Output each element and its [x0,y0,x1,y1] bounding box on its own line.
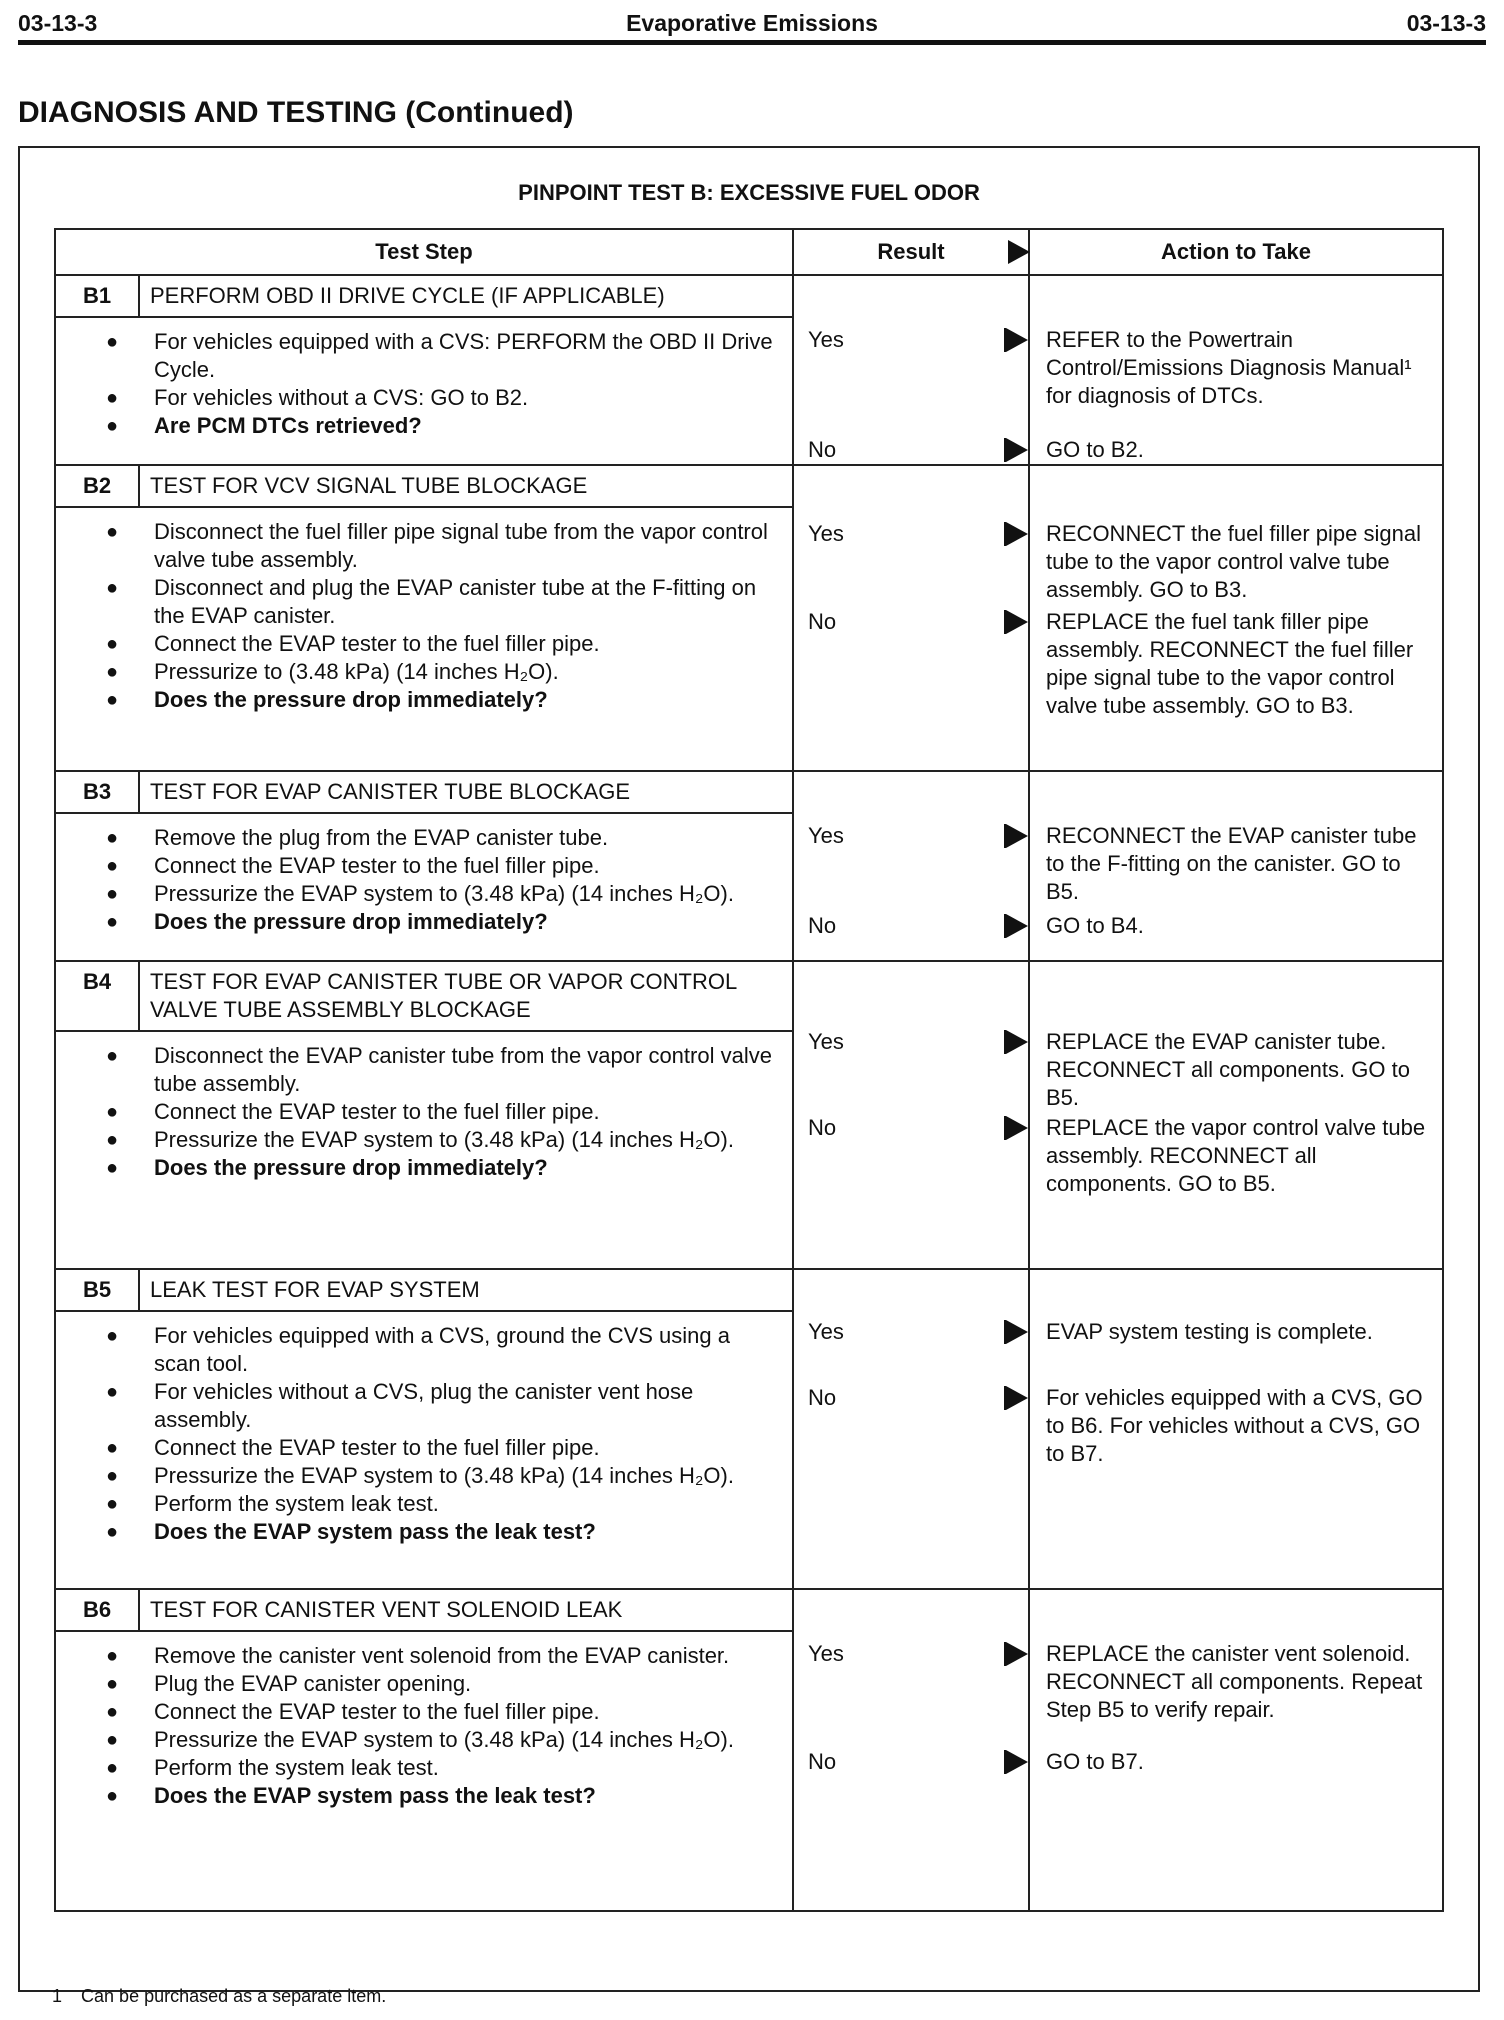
instruction-item [106,1670,782,1698]
bullet-icon: ● [106,1521,119,1543]
bullet-icon: ● [106,521,119,543]
instruction-item [106,852,782,880]
instruction-item [106,1490,782,1518]
result-cell [793,275,1029,465]
bullet-icon: ● [106,415,119,437]
step-row-b1 [55,275,1443,465]
instruction-item [106,1782,782,1810]
arrow-icon [1006,328,1028,352]
bullet-icon: ● [106,633,119,655]
instruction-item [106,1518,782,1546]
section-title: DIAGNOSIS AND TESTING (Continued) [18,96,574,129]
step-id: B4 [56,962,140,1030]
arrow-icon [1008,240,1030,264]
instruction-item [106,686,782,714]
bullet-icon: ● [106,1645,119,1667]
result-cell [793,465,1029,771]
instruction-item [106,908,782,936]
instruction-text: Disconnect and plug the EVAP canister tube at the F-fitting on the EVAP canister. [154,575,757,628]
instruction-item [106,518,782,574]
page-number-left: 03-13-3 [18,10,98,36]
step-heading [56,1270,792,1312]
instruction-text: Remove the plug from the EVAP canister tube. [154,825,609,850]
step-title: TEST FOR CANISTER VENT SOLENOID LEAK [150,1597,623,1622]
bullet-icon: ● [106,1045,119,1067]
result-yes: Yes [808,521,844,546]
table-title: PINPOINT TEST B: EXCESSIVE FUEL ODOR [518,180,980,205]
bullet-icon: ● [106,827,119,849]
instruction-text: Perform the system leak test. [154,1755,439,1780]
col-header-result [793,229,1029,275]
instruction-text: Remove the canister vent solenoid from the EVAP canister. [154,1643,730,1668]
step-title: TEST FOR VCV SIGNAL TUBE BLOCKAGE [150,473,588,498]
arrow-icon [1006,1386,1028,1410]
instruction-item [106,658,782,686]
action-cell [1029,1589,1443,1911]
instruction-item [106,1434,782,1462]
instruction-text: Pressurize to (3.48 kPa) (14 inches H₂O). [154,659,559,684]
action-cell [1029,275,1443,465]
action-no: GO to B2. [1046,437,1144,462]
instruction-text: Does the EVAP system pass the leak test? [154,1519,596,1544]
step-row-b2 [55,465,1443,771]
result-yes: Yes [808,1641,844,1666]
arrow-icon [1006,1750,1028,1774]
footnote-number: 1 [52,1986,63,2006]
header-rule [18,40,1486,45]
bullet-icon: ● [106,577,119,599]
action-yes: REPLACE the canister vent solenoid. RECONNECT all components. Repeat Step B5 to verify repair. [1046,1641,1423,1722]
instruction-item [106,328,782,384]
step-cell [55,465,793,771]
instruction-text: Does the pressure drop immediately? [154,909,548,934]
instruction-text: For vehicles equipped with a CVS, ground the CVS using a scan tool. [154,1323,730,1376]
instruction-text: Connect the EVAP tester to the fuel filler pipe. [154,631,600,656]
bullet-icon: ● [106,689,119,711]
instruction-text: Connect the EVAP tester to the fuel filler pipe. [154,1699,600,1724]
bullet-icon: ● [106,387,119,409]
result-cell [793,961,1029,1269]
bullet-icon: ● [106,1325,119,1347]
instruction-text: Disconnect the fuel filler pipe signal tube from the vapor control valve tube assembly. [154,519,768,572]
bullet-icon: ● [106,1381,119,1403]
result-no: No [808,1115,837,1140]
step-instructions [56,814,792,946]
instruction-text: For vehicles without a CVS, plug the canister vent hose assembly. [154,1379,694,1432]
instruction-text: Connect the EVAP tester to the fuel filler pipe. [154,1099,600,1124]
instruction-item [106,1322,782,1378]
result-cell [793,1589,1029,1911]
table-header-row [55,229,1443,275]
bullet-icon: ● [106,1101,119,1123]
action-no: GO to B7. [1046,1749,1144,1774]
step-row-b5 [55,1269,1443,1589]
action-no: REPLACE the vapor control valve tube assembly. RECONNECT all components. GO to B5. [1046,1115,1426,1196]
instruction-item [106,1754,782,1782]
footnote [52,1986,386,2007]
pinpoint-test-table [54,228,1444,1912]
col-header-step: Test Step [55,229,793,275]
action-no: For vehicles equipped with a CVS, GO to B6. For vehicles without a CVS, GO to B7. [1046,1385,1423,1466]
instruction-text: Connect the EVAP tester to the fuel filler pipe. [154,1435,600,1460]
page-number-right: 03-13-3 [1406,10,1486,36]
arrow-icon [1006,522,1028,546]
instruction-item [106,1042,782,1098]
arrow-icon [1006,1030,1028,1054]
bullet-icon: ● [106,1785,119,1807]
action-cell [1029,1269,1443,1589]
instruction-item [106,574,782,630]
step-cell [55,1269,793,1589]
bullet-icon: ● [106,911,119,933]
step-row-b4 [55,961,1443,1269]
steps-body [55,275,1443,1911]
result-cell [793,771,1029,961]
action-yes: REFER to the Powertrain Control/Emissions Diagnosis Manual¹ for diagnosis of DTCs. [1046,327,1412,408]
step-heading [56,772,792,814]
bullet-icon: ● [106,1157,119,1179]
bullet-icon: ● [106,1465,119,1487]
step-heading [56,1590,792,1632]
action-yes: RECONNECT the EVAP canister tube to the F-fitting on the canister. GO to B5. [1046,823,1417,904]
instruction-item [106,1378,782,1434]
action-yes: RECONNECT the fuel filler pipe signal tube to the vapor control valve tube assembly. GO to B3. [1046,521,1421,602]
instruction-text: Perform the system leak test. [154,1491,439,1516]
instruction-text: Does the pressure drop immediately? [154,687,548,712]
action-cell [1029,961,1443,1269]
instruction-text: For vehicles equipped with a CVS: PERFORM the OBD II Drive Cycle. [154,329,773,382]
step-cell [55,961,793,1269]
instruction-item [106,824,782,852]
step-instructions [56,318,792,450]
bullet-icon: ● [106,1437,119,1459]
action-cell [1029,771,1443,961]
step-title: LEAK TEST FOR EVAP SYSTEM [150,1277,480,1302]
step-instructions [56,1312,792,1556]
step-title: TEST FOR EVAP CANISTER TUBE OR VAPOR CONTROL VALVE TUBE ASSEMBLY BLOCKAGE [150,969,737,1022]
result-yes: Yes [808,1029,844,1054]
instruction-text: Does the pressure drop immediately? [154,1155,548,1180]
arrow-icon [1006,914,1028,938]
result-no: No [808,609,837,634]
instruction-item [106,384,782,412]
instruction-item [106,630,782,658]
step-id: B5 [56,1270,140,1310]
instruction-item [106,412,782,440]
step-row-b3 [55,771,1443,961]
step-heading [56,276,792,318]
bullet-icon: ● [106,1701,119,1723]
bullet-icon: ● [106,1673,119,1695]
step-id: B1 [56,276,140,316]
result-yes: Yes [808,1319,844,1344]
instruction-item [106,1126,782,1154]
instruction-item [106,1726,782,1754]
step-id: B2 [56,466,140,506]
instruction-item [106,880,782,908]
instruction-item [106,1642,782,1670]
instruction-item [106,1154,782,1182]
step-cell [55,275,793,465]
step-title: TEST FOR EVAP CANISTER TUBE BLOCKAGE [150,779,631,804]
footnote-text: Can be purchased as a separate item. [81,1986,387,2006]
arrow-icon [1006,438,1028,462]
arrow-icon [1006,1320,1028,1344]
instruction-text: Pressurize the EVAP system to (3.48 kPa) (14 inches H₂O). [154,881,734,906]
step-row-b6 [55,1589,1443,1911]
result-cell [793,1269,1029,1589]
bullet-icon: ● [106,1729,119,1751]
action-no: GO to B4. [1046,913,1144,938]
result-no: No [808,1385,837,1410]
bullet-icon: ● [106,883,119,905]
bullet-icon: ● [106,855,119,877]
action-yes: REPLACE the EVAP canister tube. RECONNECT all components. GO to B5. [1046,1029,1410,1110]
action-yes: EVAP system testing is complete. [1046,1319,1373,1344]
instruction-text: Are PCM DTCs retrieved? [154,413,422,438]
instruction-text: Plug the EVAP canister opening. [154,1671,472,1696]
col-header-action: Action to Take [1029,229,1443,275]
result-yes: Yes [808,327,844,352]
step-title: PERFORM OBD II DRIVE CYCLE (IF APPLICABLE) [150,283,665,308]
instruction-item [106,1098,782,1126]
bullet-icon: ● [106,1129,119,1151]
instruction-text: Disconnect the EVAP canister tube from the vapor control valve tube assembly. [154,1043,772,1096]
step-cell [55,771,793,961]
instruction-text: Pressurize the EVAP system to (3.48 kPa) (14 inches H₂O). [154,1727,734,1752]
step-instructions [56,1632,792,1820]
chapter-title: Evaporative Emissions [626,10,878,36]
step-cell [55,1589,793,1911]
step-heading [56,962,792,1032]
bullet-icon: ● [106,1493,119,1515]
arrow-icon [1006,610,1028,634]
bullet-icon: ● [106,661,119,683]
bullet-icon: ● [106,1757,119,1779]
step-id: B3 [56,772,140,812]
page-header [18,10,1486,44]
instruction-text: Does the EVAP system pass the leak test? [154,1783,596,1808]
arrow-icon [1006,824,1028,848]
result-no: No [808,437,837,462]
instruction-text: Pressurize the EVAP system to (3.48 kPa) (14 inches H₂O). [154,1127,734,1152]
arrow-icon [1006,1642,1028,1666]
action-cell [1029,465,1443,771]
result-no: No [808,1749,837,1774]
instruction-item [106,1698,782,1726]
step-id: B6 [56,1590,140,1630]
col-header-result-label: Result [877,239,945,264]
arrow-icon [1006,1116,1028,1140]
bullet-icon: ● [106,331,119,353]
step-instructions [56,508,792,724]
instruction-text: Pressurize the EVAP system to (3.48 kPa) (14 inches H₂O). [154,1463,734,1488]
instruction-text: Connect the EVAP tester to the fuel filler pipe. [154,853,600,878]
step-instructions [56,1032,792,1192]
action-no: REPLACE the fuel tank filler pipe assembly. RECONNECT the fuel filler pipe signal tube to the vapor control valve tube assembly. GO to B3. [1046,609,1414,718]
result-no: No [808,913,837,938]
step-heading [56,466,792,508]
instruction-text: For vehicles without a CVS: GO to B2. [154,385,529,410]
instruction-item [106,1462,782,1490]
result-yes: Yes [808,823,844,848]
